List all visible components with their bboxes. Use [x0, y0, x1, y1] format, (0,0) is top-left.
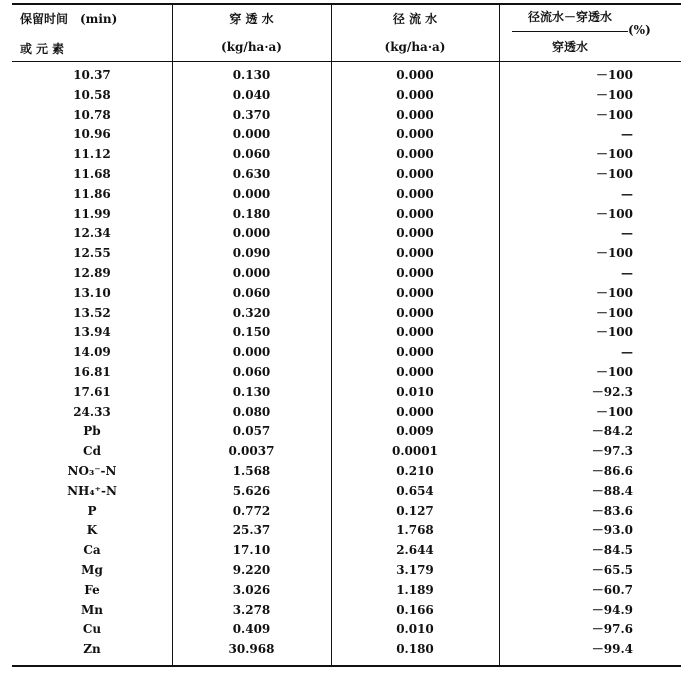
header-bottom-rule [12, 61, 681, 62]
percolation-value: 17.10 [232, 543, 271, 558]
header-runoff-unit: (kg/ha·a) [384, 40, 446, 54]
row-item: NO₃⁻-N [67, 463, 117, 478]
table-row [12, 561, 681, 581]
runoff-value: 0.000 [396, 345, 434, 360]
runoff-value: 1.768 [396, 523, 434, 538]
runoff-value: 0.000 [396, 246, 434, 261]
row-item: 16.81 [73, 364, 111, 379]
difference-percent: －97.3 [591, 444, 633, 459]
row-item: 10.96 [73, 127, 111, 142]
difference-percent: — [621, 186, 633, 201]
table-row [12, 264, 681, 284]
difference-percent: －84.5 [591, 543, 633, 558]
runoff-value: 0.180 [396, 642, 434, 657]
percolation-value: 0.370 [232, 107, 271, 122]
percolation-value: 1.568 [232, 463, 271, 478]
difference-percent: －94.9 [591, 602, 633, 617]
runoff-value: 0.000 [396, 305, 434, 320]
table-row [12, 462, 681, 482]
difference-percent: －100 [595, 147, 633, 162]
runoff-value: 0.000 [396, 107, 434, 122]
table-row [12, 284, 681, 304]
runoff-value: 0.000 [396, 404, 434, 419]
difference-percent: －100 [595, 166, 633, 181]
runoff-value: 1.189 [396, 582, 434, 597]
runoff-value: 0.010 [396, 622, 434, 637]
row-item: 13.52 [73, 305, 111, 320]
runoff-value: 0.000 [396, 265, 434, 280]
row-item: NH₄⁺-N [67, 483, 117, 498]
percolation-value: 0.150 [232, 325, 271, 340]
row-item: Fe [84, 582, 100, 597]
percolation-value: 0.409 [232, 622, 271, 637]
table-row [12, 541, 681, 561]
difference-percent: －100 [595, 305, 633, 320]
percolation-value: 0.0037 [228, 444, 275, 459]
table-row [12, 363, 681, 383]
table-row [12, 581, 681, 601]
runoff-value: 0.000 [396, 206, 434, 221]
percolation-value: 0.000 [232, 186, 271, 201]
difference-percent: — [621, 127, 633, 142]
difference-percent: －100 [595, 87, 633, 102]
difference-percent: — [621, 345, 633, 360]
table-row [12, 482, 681, 502]
runoff-value: 3.179 [396, 562, 434, 577]
table-row [12, 224, 681, 244]
difference-percent: －97.6 [591, 622, 633, 637]
percolation-value: 0.630 [232, 166, 271, 181]
percolation-value: 0.060 [232, 285, 271, 300]
table-row [12, 403, 681, 423]
percolation-value: 0.080 [232, 404, 271, 419]
row-item: K [86, 523, 98, 538]
table-row [12, 244, 681, 264]
percolation-value: 0.130 [232, 68, 271, 82]
header-percolation-unit: (kg/ha·a) [221, 40, 282, 54]
difference-percent: －100 [595, 285, 633, 300]
percolation-value: 0.040 [232, 87, 271, 102]
difference-percent: －100 [595, 404, 633, 419]
table-row [12, 185, 681, 205]
runoff-value: 0.000 [396, 166, 434, 181]
runoff-value: 0.000 [396, 186, 434, 201]
percolation-value: 0.060 [232, 147, 271, 162]
table-row [12, 165, 681, 185]
difference-percent: －83.6 [591, 503, 633, 518]
difference-percent: －65.5 [591, 562, 633, 577]
percolation-value: 0.130 [232, 384, 271, 399]
row-item: Cu [82, 622, 102, 637]
table-bottom-rule [12, 665, 681, 667]
difference-percent: －100 [595, 68, 633, 82]
difference-percent: －60.7 [591, 582, 633, 597]
header-retention-time: 保留时间 (min) [20, 12, 118, 26]
row-item: 11.68 [73, 166, 111, 181]
percolation-value: 25.37 [232, 523, 271, 538]
runoff-value: 0.010 [396, 384, 434, 399]
runoff-value: 0.000 [396, 226, 434, 241]
runoff-value: 0.000 [396, 68, 434, 82]
percolation-value: 0.180 [232, 206, 271, 221]
difference-percent: －100 [595, 107, 633, 122]
runoff-value: 0.000 [396, 127, 434, 142]
row-item: Mg [81, 562, 103, 577]
header-runoff: 径 流 水 [392, 12, 438, 26]
runoff-value: 0.000 [396, 285, 434, 300]
row-item: 17.61 [73, 384, 111, 399]
fraction-bar [512, 31, 628, 32]
table-row [12, 323, 681, 343]
difference-percent: －93.0 [591, 523, 633, 538]
row-item: 13.94 [73, 325, 111, 340]
row-item: Zn [83, 642, 101, 657]
header-percolation: 穿 透 水 [229, 12, 274, 26]
table-row [12, 601, 681, 621]
runoff-value: 0.000 [396, 364, 434, 379]
difference-percent: －99.4 [591, 642, 633, 657]
row-item: 24.33 [73, 404, 111, 419]
runoff-value: 0.127 [396, 503, 434, 518]
percolation-value: 0.000 [232, 345, 271, 360]
table-row [12, 502, 681, 522]
data-table [12, 0, 681, 673]
row-item: 10.37 [73, 68, 111, 82]
table-top-rule [12, 3, 681, 5]
runoff-value: 0.210 [396, 463, 434, 478]
difference-percent: －92.3 [591, 384, 633, 399]
difference-percent: －88.4 [591, 483, 633, 498]
row-item: Ca [83, 543, 101, 558]
row-item: 12.34 [73, 226, 111, 241]
table-row [12, 640, 681, 660]
header-difference-numerator: 径流水－穿透水 [527, 10, 612, 24]
header-or-element: 或元素 [20, 42, 69, 56]
runoff-value: 0.166 [396, 602, 434, 617]
percolation-value: 0.000 [232, 127, 271, 142]
table-row [12, 343, 681, 363]
table-row [12, 125, 681, 145]
runoff-value: 0.000 [396, 325, 434, 340]
table-row [12, 66, 681, 86]
row-item: 11.12 [73, 147, 111, 162]
percolation-value: 0.320 [232, 305, 271, 320]
difference-percent: — [621, 265, 633, 280]
percolation-value: 0.000 [232, 226, 271, 241]
difference-percent: －100 [595, 246, 633, 261]
difference-percent: －100 [595, 325, 633, 340]
row-item: 13.10 [73, 285, 111, 300]
row-item: 11.99 [73, 206, 111, 221]
table-row [12, 620, 681, 640]
percolation-value: 5.626 [232, 483, 271, 498]
runoff-value: 0.654 [396, 483, 434, 498]
percolation-value: 30.968 [228, 642, 275, 657]
row-item: 10.78 [73, 107, 111, 122]
percolation-value: 0.000 [232, 265, 271, 280]
row-item: 12.55 [73, 246, 111, 261]
table-row [12, 304, 681, 324]
table-row [12, 106, 681, 126]
difference-percent: — [621, 226, 633, 241]
row-item: 12.89 [73, 265, 111, 280]
table-body [12, 66, 681, 660]
row-item: Mn [80, 602, 103, 617]
table-row [12, 86, 681, 106]
runoff-value: 0.000 [396, 147, 434, 162]
percolation-value: 3.278 [232, 602, 271, 617]
runoff-value: 2.644 [396, 543, 434, 558]
percolation-value: 3.026 [232, 582, 271, 597]
percolation-value: 0.090 [232, 246, 271, 261]
table-row [12, 422, 681, 442]
table-row [12, 205, 681, 225]
percolation-value: 0.772 [232, 503, 271, 518]
table-row [12, 383, 681, 403]
difference-percent: －86.6 [591, 463, 633, 478]
row-item: Cd [83, 444, 101, 459]
runoff-value: 0.0001 [392, 444, 438, 459]
percolation-value: 9.220 [232, 562, 271, 577]
row-item: 11.86 [73, 186, 111, 201]
runoff-value: 0.009 [396, 424, 434, 439]
difference-percent: －84.2 [591, 424, 633, 439]
table-row [12, 521, 681, 541]
row-item: 14.09 [73, 345, 111, 360]
difference-percent: －100 [595, 206, 633, 221]
difference-percent: －100 [595, 364, 633, 379]
table-row [12, 442, 681, 462]
runoff-value: 0.000 [396, 87, 434, 102]
percolation-value: 0.060 [232, 364, 271, 379]
header-difference-denominator: 穿透水 [551, 40, 588, 54]
header-percent-unit: (%) [628, 23, 651, 37]
row-item: Pb [83, 424, 101, 439]
row-item: 10.58 [73, 87, 111, 102]
row-item: P [87, 503, 97, 518]
table-row [12, 145, 681, 165]
percolation-value: 0.057 [232, 424, 271, 439]
